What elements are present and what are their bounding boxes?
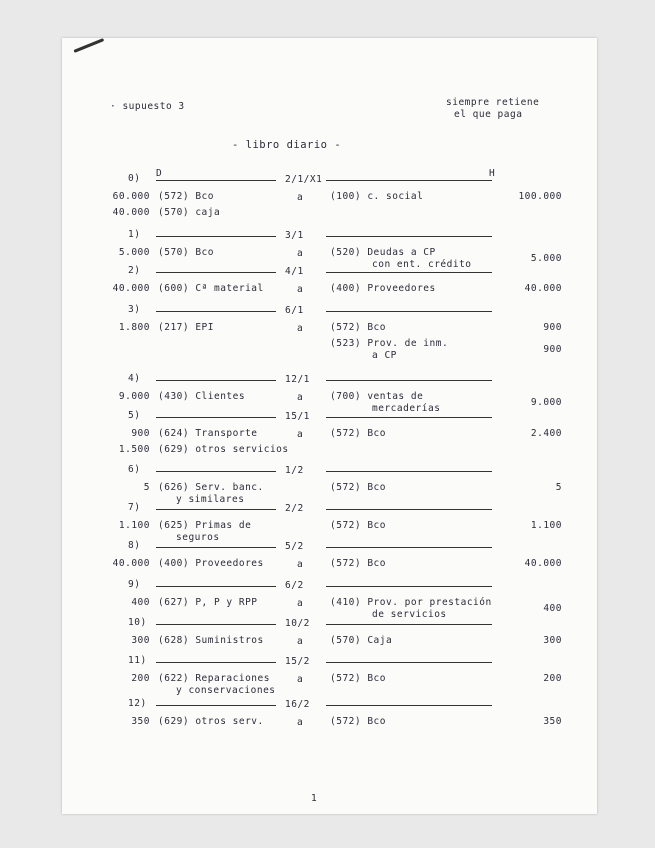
debit-account: (626) Serv. banc.: [158, 482, 264, 493]
credit-amount: 350: [543, 716, 562, 727]
debit-amount: 5.000: [118, 247, 150, 258]
credit-amount: 300: [543, 635, 562, 646]
credit-account: (570) Caja: [330, 635, 393, 646]
entry-date: 1/2: [285, 465, 304, 476]
entry-rule-right: [326, 662, 492, 663]
entry-rule-left: [156, 662, 276, 663]
entry-rule-left: [156, 586, 276, 587]
credit-account: a CP: [372, 350, 397, 361]
entry-number: 4): [128, 373, 141, 384]
debit-amount: 40.000: [112, 558, 150, 569]
credit-account: (410) Prov. por prestación: [330, 597, 492, 608]
credit-amount: 400: [543, 603, 562, 614]
credit-account: con ent. crédito: [372, 259, 472, 270]
entry-rule-left: [156, 380, 276, 381]
entry-rule-left: [156, 624, 276, 625]
debit-account: (629) otros servicios: [158, 444, 289, 455]
credit-amount: 40.000: [524, 283, 562, 294]
debit-account: seguros: [176, 532, 220, 543]
debit-amount: 350: [131, 716, 150, 727]
debit-account: (570) Bco: [158, 247, 214, 258]
page-number: 1: [311, 793, 318, 804]
debit-account: (430) Clientes: [158, 391, 246, 402]
debit-account: (217) EPI: [158, 322, 214, 333]
entry-rule-right: [326, 180, 492, 181]
entry-rule-left: [156, 705, 276, 706]
note-line-2: el que paga: [454, 109, 523, 120]
entry-rule-right: [326, 547, 492, 548]
entry-number: 11): [128, 655, 147, 666]
credit-amount: 9.000: [530, 397, 562, 408]
entry-a: a: [297, 192, 304, 203]
entry-rule-right: [326, 471, 492, 472]
entry-date: 5/2: [285, 541, 304, 552]
entry-rule-right: [326, 272, 492, 273]
supuesto-label: · supuesto 3: [110, 101, 185, 112]
credit-account: (400) Proveedores: [330, 283, 436, 294]
debit-amount: 300: [131, 635, 150, 646]
credit-account: (572) Bco: [330, 322, 386, 333]
debit-amount: 60.000: [112, 191, 150, 202]
entry-number: 8): [128, 540, 141, 551]
credit-amount: 100.000: [518, 191, 562, 202]
debit-account: (570) caja: [158, 207, 221, 218]
entry-rule-left: [156, 547, 276, 548]
entry-rule-left: [156, 180, 276, 181]
entry-rule-right: [326, 236, 492, 237]
entry-a: a: [297, 323, 304, 334]
credit-account: (572) Bco: [330, 520, 386, 531]
debit-account: (629) otros serv.: [158, 716, 264, 727]
entry-a: a: [297, 392, 304, 403]
credit-account: mercaderías: [372, 403, 441, 414]
entry-date: 3/1: [285, 230, 304, 241]
credit-account: (572) Bco: [330, 558, 386, 569]
entry-date: 12/1: [285, 374, 310, 385]
entry-a: a: [297, 559, 304, 570]
entry-number: 2): [128, 265, 141, 276]
debit-amount: 40.000: [112, 207, 150, 218]
credit-account: de servicios: [372, 609, 447, 620]
credit-account: (700) ventas de: [330, 391, 424, 402]
debit-account: y conservaciones: [176, 685, 276, 696]
debit-account: y similares: [176, 494, 245, 505]
credit-amount: 5: [555, 482, 562, 493]
entry-a: a: [297, 598, 304, 609]
entry-number: 1): [128, 229, 141, 240]
credit-account: (572) Bco: [330, 482, 386, 493]
credit-amount: 5.000: [530, 253, 562, 264]
debit-amount: 40.000: [112, 283, 150, 294]
debit-amount: 900: [131, 428, 150, 439]
entry-rule-left: [156, 471, 276, 472]
entry-a: a: [297, 248, 304, 259]
entry-date: 15/1: [285, 411, 310, 422]
entry-rule-left: [156, 272, 276, 273]
entry-a: a: [297, 674, 304, 685]
debit-account: (600) Cª material: [158, 283, 264, 294]
entry-rule-right: [326, 509, 492, 510]
debit-account: (628) Suministros: [158, 635, 264, 646]
debit-amount: 5: [143, 482, 150, 493]
entry-a: a: [297, 636, 304, 647]
entry-number: 12): [128, 698, 147, 709]
entry-date: 2/1/X1: [285, 174, 323, 185]
debit-account: (400) Proveedores: [158, 558, 264, 569]
note-line-1: siempre retiene: [446, 97, 540, 108]
entry-rule-left: [156, 311, 276, 312]
entry-rule-left: [156, 417, 276, 418]
entry-number: 10): [128, 617, 147, 628]
entry-date: 2/2: [285, 503, 304, 514]
debit-amount: 1.500: [118, 444, 150, 455]
debit-amount: 9.000: [118, 391, 150, 402]
entry-a: a: [297, 717, 304, 728]
entry-date: 16/2: [285, 699, 310, 710]
page-title: - libro diario -: [232, 139, 342, 151]
credit-amount: 900: [543, 322, 562, 333]
entry-date: 10/2: [285, 618, 310, 629]
entry-rule-right: [326, 705, 492, 706]
debit-account: (572) Bco: [158, 191, 214, 202]
entry-rule-right: [326, 311, 492, 312]
debit-amount: 200: [131, 673, 150, 684]
credit-account: (572) Bco: [330, 673, 386, 684]
entry-date: 4/1: [285, 266, 304, 277]
entry-a: a: [297, 429, 304, 440]
entry-date: 6/1: [285, 305, 304, 316]
credit-account: (523) Prov. de inm.: [330, 338, 449, 349]
entry-rule-left: [156, 509, 276, 510]
entry-rule-right: [326, 380, 492, 381]
credit-amount: 900: [543, 344, 562, 355]
entry-number: 0): [128, 173, 141, 184]
credit-account: (100) c. social: [330, 191, 424, 202]
entry-a: a: [297, 284, 304, 295]
entry-rule-right: [326, 624, 492, 625]
entry-date: 15/2: [285, 656, 310, 667]
entry-rule-right: [326, 417, 492, 418]
debit-amount: 1.100: [118, 520, 150, 531]
credit-amount: 200: [543, 673, 562, 684]
debit-account: (624) Transporte: [158, 428, 258, 439]
entry-number: 3): [128, 304, 141, 315]
debit-account: (625) Primas de: [158, 520, 252, 531]
entry-date: 6/2: [285, 580, 304, 591]
entry-number: 5): [128, 410, 141, 421]
debit-amount: 400: [131, 597, 150, 608]
credit-account: (572) Bco: [330, 716, 386, 727]
debit-amount: 1.800: [118, 322, 150, 333]
entry-number: 7): [128, 502, 141, 513]
debit-account: (627) P, P y RPP: [158, 597, 258, 608]
entry-number: 6): [128, 464, 141, 475]
debe-header: D: [156, 168, 163, 179]
credit-amount: 40.000: [524, 558, 562, 569]
credit-amount: 1.100: [530, 520, 562, 531]
entry-number: 9): [128, 579, 141, 590]
entry-rule-left: [156, 236, 276, 237]
entry-rule-right: [326, 586, 492, 587]
credit-amount: 2.400: [530, 428, 562, 439]
credit-account: (572) Bco: [330, 428, 386, 439]
credit-account: (520) Deudas a CP: [330, 247, 436, 258]
debit-account: (622) Reparaciones: [158, 673, 270, 684]
haber-header: H: [489, 168, 496, 179]
